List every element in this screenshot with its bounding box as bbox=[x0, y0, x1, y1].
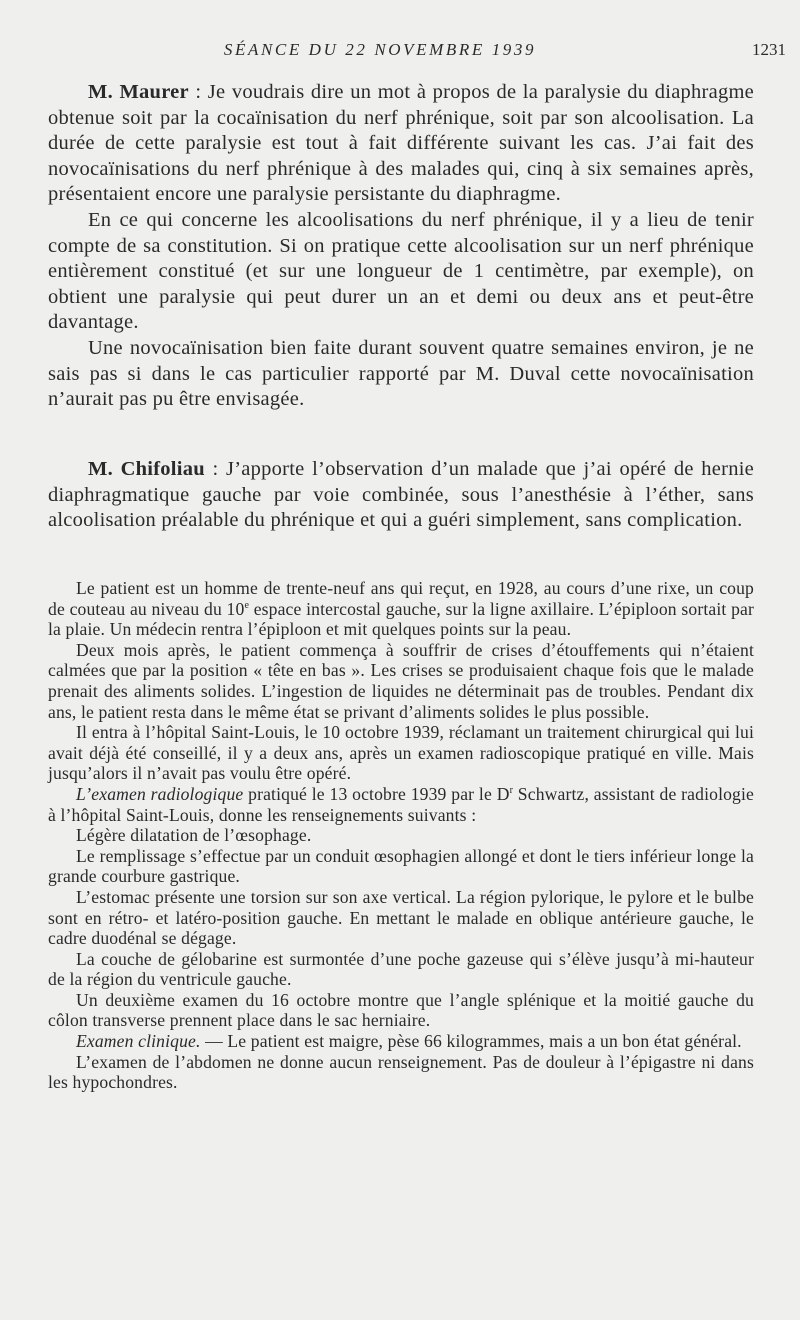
case-paragraph-1 bbox=[48, 578, 754, 640]
case-paragraph-5: Légère dilatation de l’œsophage. bbox=[76, 825, 312, 846]
case-paragraph-10 bbox=[48, 1031, 754, 1052]
case-text-1b: espace intercostal gauche, sur la ligne axillaire. L’épiploon sortait par la plaie. Un médecin rentra l’épiploon et mit quelques points sur la peau. bbox=[48, 598, 754, 640]
case-text-10: — Le patient est maigre, pèse 66 kilogrammes, mais a un bon état général. bbox=[200, 1031, 742, 1052]
case-report bbox=[48, 578, 754, 1093]
section-label-radiologique: L’examen radiologique bbox=[76, 783, 244, 804]
running-title: SÉANCE DU 22 NOVEMBRE 1939 bbox=[223, 40, 537, 59]
case-paragraph-7: L’estomac présente une torsion sur son axe vertical. La région pylorique, le pylore et le bulbe sont en rétro- et latéro-position gauche. En mettant le malade en oblique antérieure gauche, le cadre duodénal se dégage. bbox=[48, 886, 754, 949]
case-paragraph-9: Un deuxième examen du 16 octobre montre que l’angle splénique et la moitié gauche du côlon transverse prennent place dans le sac herniaire. bbox=[48, 989, 754, 1031]
running-head bbox=[0, 40, 800, 66]
maurer-intervention bbox=[48, 80, 754, 413]
case-paragraph-6: Le remplissage s’effectue par un conduit œsophagien allongé et dont le tiers inférieur longe la grande courbure gastrique. bbox=[48, 845, 754, 887]
case-paragraph-8: La couche de gélobarine est surmontée d’une poche gazeuse qui s’élève jusqu’à mi-hauteur de la région du ventricule gauche. bbox=[48, 948, 754, 990]
section-label-clinique: Examen clinique. bbox=[76, 1031, 201, 1052]
case-paragraph-11: L’examen de l’abdomen ne donne aucun renseignement. Pas de douleur à l’épigastre ni dans les hypochondres. bbox=[48, 1051, 754, 1093]
speaker-maurer: M. Maurer bbox=[88, 81, 189, 103]
speaker-chifoliau: M. Chifoliau bbox=[88, 458, 205, 480]
case-text-4b: Schwartz, assistant de radiologie à l’hôpital Saint-Louis, donne les renseignements suivants : bbox=[48, 783, 755, 825]
maurer-paragraph-3: Une novocaïnisation bien faite durant souvent quatre semaines environ, je ne sais pas si dans le cas particulier rapporté par M. Duval cette novocaïnisation n’aurait pas pu être envisagée. bbox=[48, 336, 754, 411]
case-text-1a: Le patient est un homme de trente-neuf ans qui reçut, en 1928, au cours d’une rixe, un coup de couteau au niveau du 10 bbox=[48, 578, 754, 619]
chifoliau-paragraph bbox=[48, 457, 754, 534]
maurer-paragraph-1 bbox=[48, 80, 754, 208]
maurer-paragraph-2: En ce qui concerne les alcoolisations du nerf phrénique, il y a lieu de tenir compte de sa constitution. Si on pratique cette alcoolisation sur un nerf phrénique entièrement constitué (et sur une longueur de 1 centimètre, par exemple), on obtient une paralysie qui peut durer un an et demi ou deux ans et peut-être davantage. bbox=[48, 208, 754, 334]
superscript-r: r bbox=[509, 785, 514, 797]
chifoliau-intervention bbox=[48, 457, 754, 534]
superscript-e: e bbox=[244, 599, 250, 611]
case-paragraph-2: Deux mois après, le patient commença à souffrir de crises d’étouffements qui n’étaient calmées que par la position « tête en bas ». Les crises se produisaient chaque fois que le malade prenait des aliments solides. L’ingestion de liquides ne déterminait pas de troubles. Pendant dix ans, le patient resta dans le même état se privant d’aliments solides le plus possible. bbox=[48, 639, 754, 722]
maurer-text-1: : Je voudrais dire un mot à propos de la paralysie du diaphragme obtenue soit par la cocaïnisation du nerf phrénique, soit par son alcoolisation. La durée de cette paralysie est tout à fait différente suivant les cas. J’ai fait des novocaïnisations du nerf phrénique à des malades qui, cinq à six semaines après, présentaient encore une paralysie persistante du diaphragme. bbox=[48, 81, 755, 206]
page-number: 1231 bbox=[752, 40, 786, 59]
case-text-4a: pratiqué le 13 octobre 1939 par le D bbox=[243, 783, 510, 804]
chifoliau-text: : J’apporte l’observation d’un malade que j’ai opéré de hernie diaphragmatique gauche par voie combinée, sous l’anesthésie à l’éther, sans alcoolisation préalable du phrénique et qui a guéri simplement, sans complication. bbox=[48, 458, 754, 532]
case-paragraph-3: Il entra à l’hôpital Saint-Louis, le 10 octobre 1939, réclamant un traitement chirurgical qui lui avait déjà été conseillé, il y a deux ans, après un examen radioscopique pratiqué en ville. Mais jusqu’alors il n’avait pas voulu être opéré. bbox=[48, 722, 754, 784]
case-paragraph-4 bbox=[48, 784, 754, 825]
